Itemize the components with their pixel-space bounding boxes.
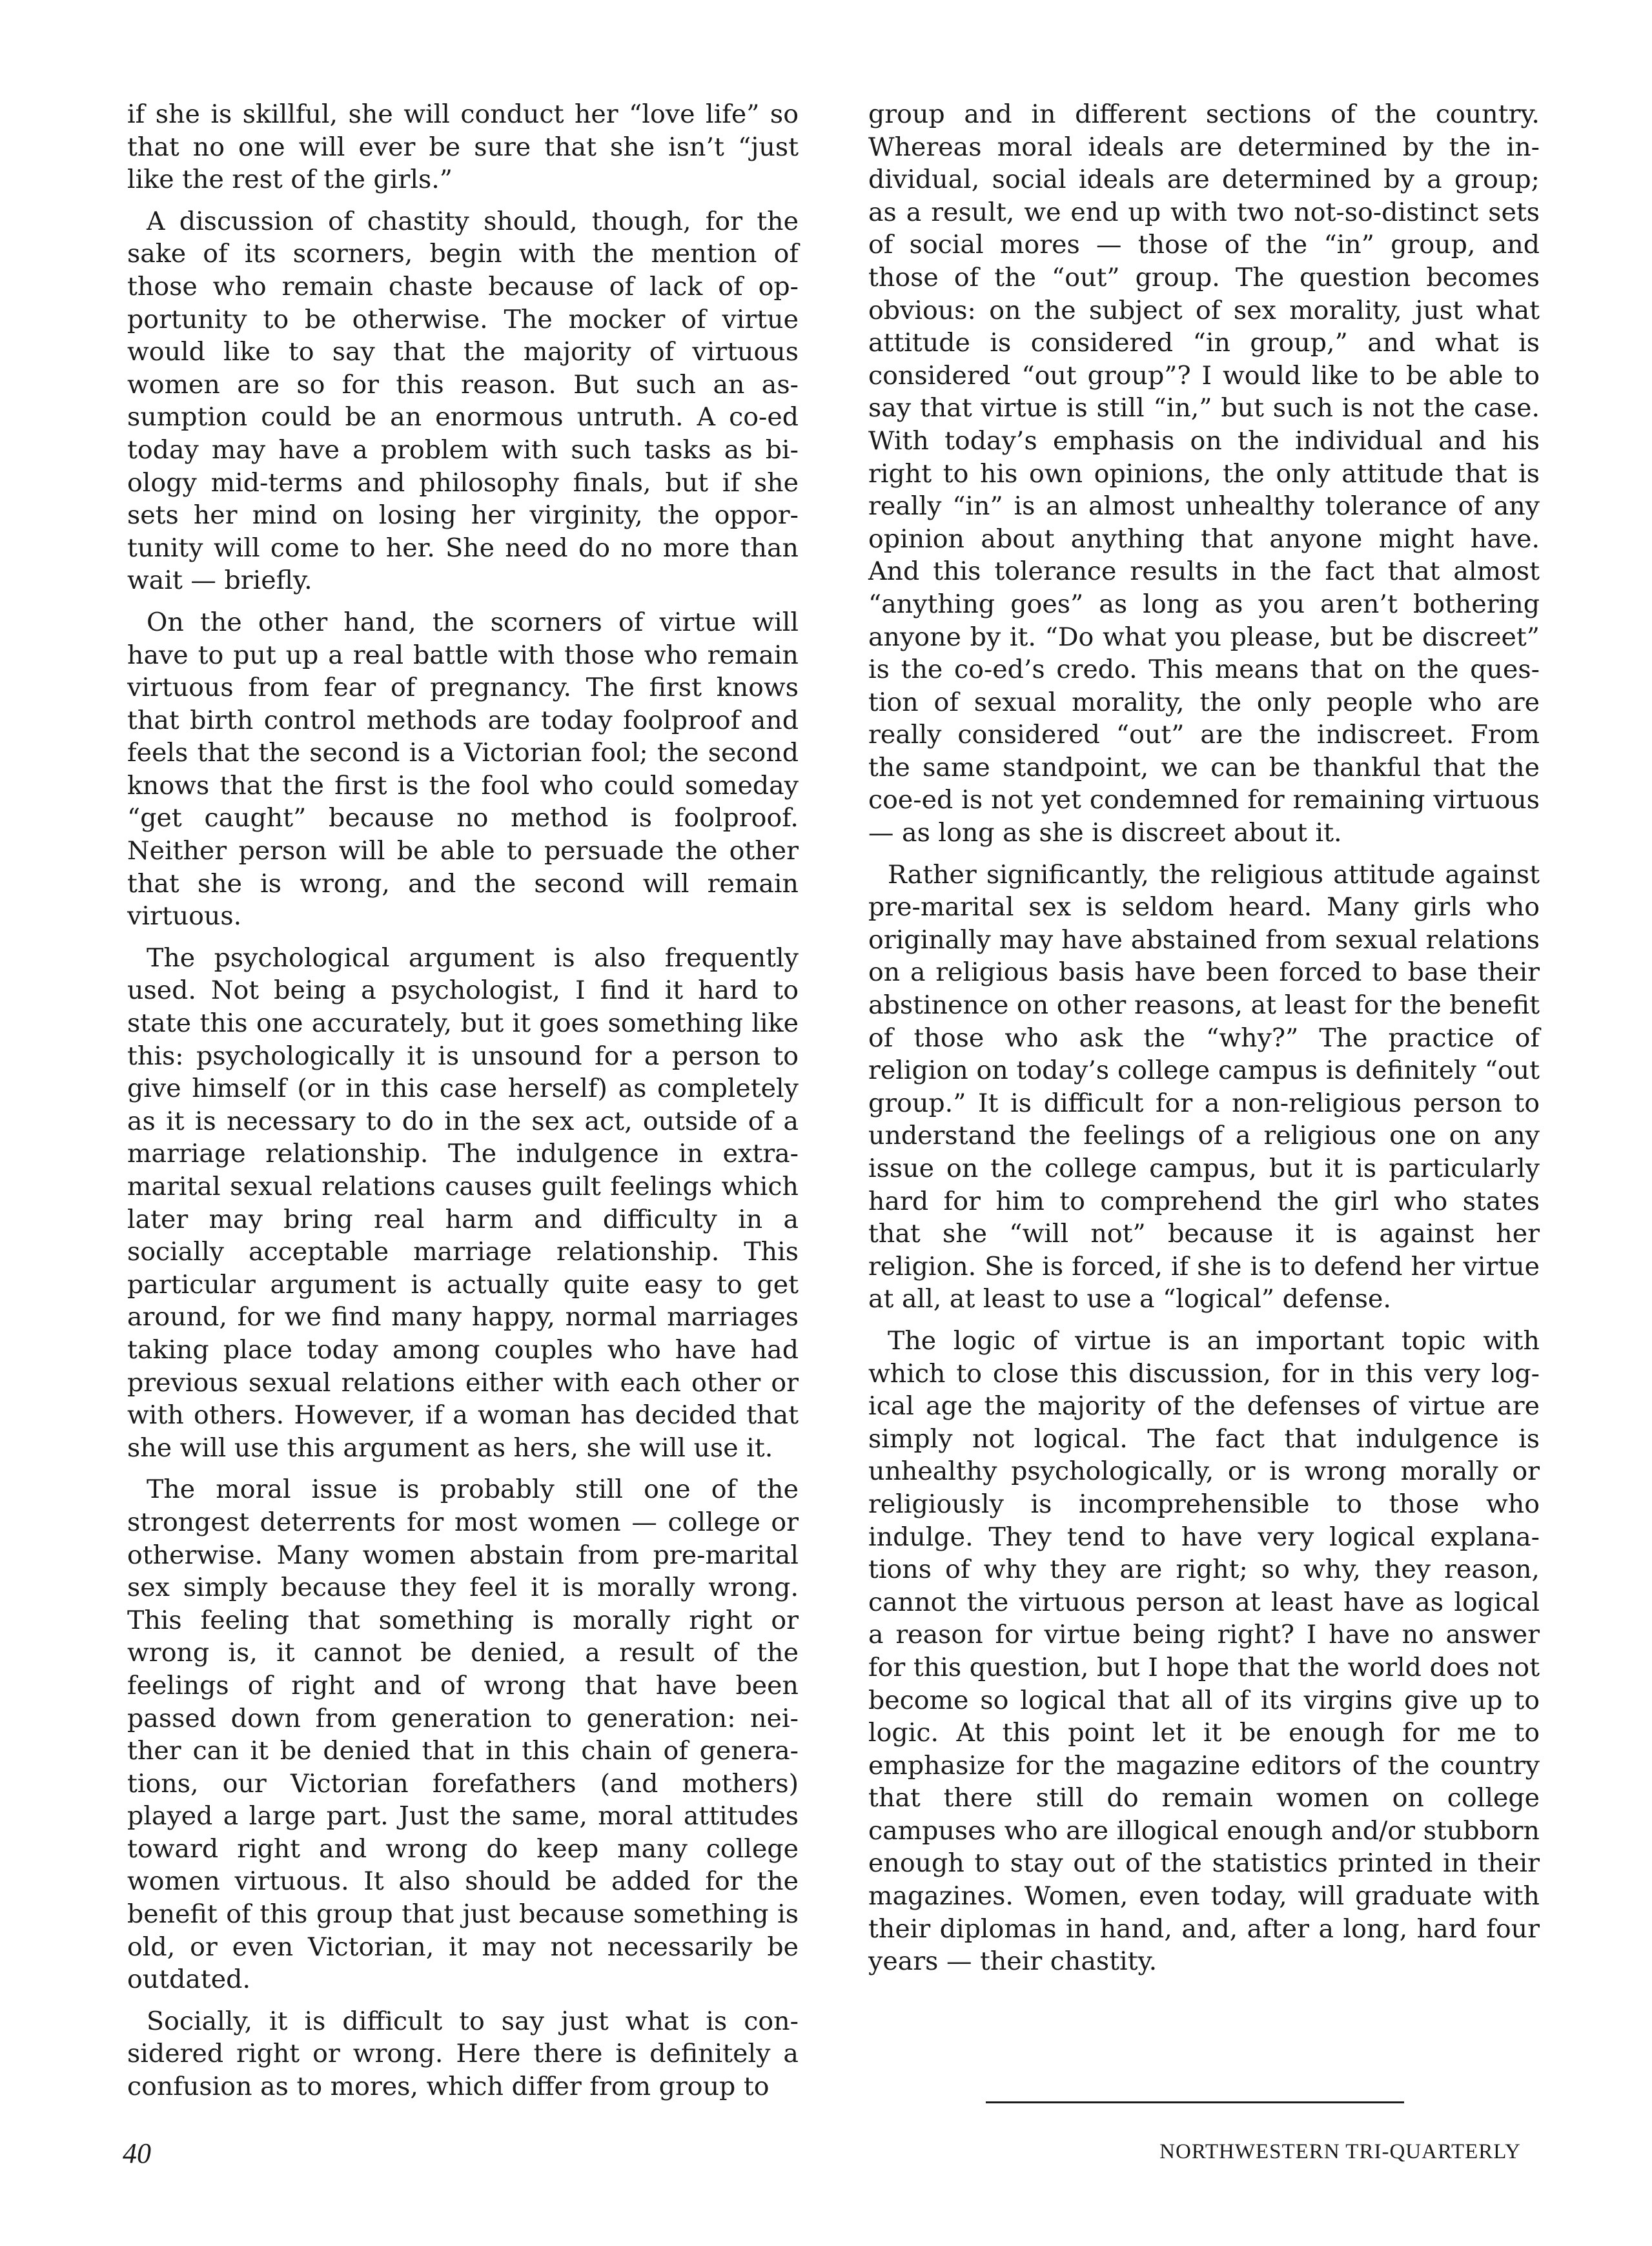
- article-end-rule: [986, 2101, 1404, 2103]
- left-paragraph-5: The moral issue is probably still one of the strongest deterrents for most women — college or otherwise. Many women abstain from pre-marital sex simply because they feel it is morally wrong. This feeling that something is morally right or wrong is, it cannot be denied, a result of the feelings of right and of wrong that have been passed down from generation to generation: neither can it be denied that in this chain of generations, our Victorian forefathers (and mothers) played a large part. Just the same, moral attitudes toward right and wrong do keep many college women virtuous. It also should be added for the benefit of this group that just because something is old, or even Victorian, it may not necessarily be outdated.: [127, 1475, 799, 1995]
- right-paragraph-3: The logic of virtue is an important topic with which to close this discussion, for in this very logical age the majority of the defenses of virtue are simply not logical. The fact that indulgence is unhealthy psychologically, or is wrong morally or religiously is incomprehensible to those who indulge. They tend to have very logical explanations of why they are right; so why, they reason, cannot the virtuous person at least have as logical a reason for virtue being right? I have no answer for this question, but I hope that the world does not become so logical that all of its virgins give up to logic. At this point let it be enough for me to emphasize for the magazine editors of the country that there still do remain women on college campuses who are illogical enough and/or stubborn enough to stay out of the statistics printed in their magazines. Women, even today, will graduate with their diplomas in hand, and, after a long, hard four years — their chastity.: [868, 1325, 1540, 1977]
- left-paragraph-1: if she is skillful, she will conduct her “love life” so that no one will ever be sure that she isn’t “just like the rest of the girls.”: [127, 99, 799, 195]
- left-paragraph-2: A discussion of chastity should, though, for the sake of its scorners, begin with the mention of those who remain chaste because of lack of opportunity to be otherwise. The mocker of virtue would like to say that the majority of virtuous women are so for this reason. But such an assumption could be an enormous untruth. A co-ed today may have a problem with such tasks as biology mid-terms and philosophy finals, but if she sets her mind on losing her virginity, the opportunity will come to her. She need do no more than wait — briefly.: [127, 206, 799, 596]
- right-paragraph-1: group and in different sections of the country. Whereas moral ideals are determined by the individual, social ideals are determined by a group; as a result, we end up with two not-so-distinct sets of social mores — those of the “in” group, and those of the “out” group. The question becomes obvious: on the subject of sex morality, just what attitude is considered “in group,” and what is considered “out group”? I would like to be able to say that virtue is still “in,” but such is not the case. With today’s emphasis on the individual and his right to his own opinions, the only attitude that is really “in” is an almost unhealthy tolerance of any opinion about anything that anyone might have. And this tolerance results in the fact that almost “anything goes” as long as you aren’t bothering anyone by it. “Do what you please, but be discreet” is the co-ed’s credo. This means that on the question of sexual morality, the only people who are really considered “out” are the indiscreet. From the same standpoint, we can be thankful that the coe-ed is not yet condemned for remaining virtuous — as long as she is discreet about it.: [868, 99, 1540, 848]
- left-paragraph-4: The psychological argument is also frequently used. Not being a psychologist, I find it hard to state this one accurately, but it goes something like this: psychologically it is unsound for a person to give himself (or in this case herself) as completely as it is necessary to do in the sex act, outside of a marriage relationship. The indulgence in extra-marital sexual relations causes guilt feelings which later may bring real harm and difficulty in a socially acceptable marriage relationship. This particular argument is actually quite easy to get around, for we find many happy, normal marriages taking place today among couples who have had previous sexual relations either with each other or with others. However, if a woman has decided that she will use this argument as hers, she will use it.: [127, 943, 799, 1463]
- publication-footer: NORTHWESTERN TRI-QUARTERLY: [1159, 2140, 1521, 2163]
- left-paragraph-3: On the other hand, the scorners of virtue will have to put up a real battle with those who remain virtuous from fear of pregnancy. The first knows that birth control methods are today foolproof and feels that the second is a Victorian fool; the second knows that the first is the fool who could someday “get caught” because no method is foolproof. Neither person will be able to persuade the other that she is wrong, and the second will remain virtuous.: [127, 607, 799, 932]
- left-paragraph-6: Socially, it is difficult to say just what is considered right or wrong. Here there is definitely a confusion as to mores, which differ from group to: [127, 2006, 799, 2102]
- right-text-column: [868, 98, 1540, 1987]
- page-number: 40: [123, 2138, 151, 2169]
- left-text-column: [127, 98, 799, 2112]
- right-paragraph-2: Rather significantly, the religious attitude against pre-marital sex is seldom heard. Many girls who originally may have abstained from sexual relations on a religious basis have been forced to base their abstinence on other reasons, at least for the benefit of those who ask the “why?” The practice of religion on today’s college campus is definitely “out group.” It is difficult for a non-religious person to understand the feelings of a religious one on any issue on the college campus, but it is particularly hard for him to comprehend the girl who states that she “will not” because it is against her religion. She is forced, if she is to defend her virtue at all, at least to use a “logical” defense.: [868, 859, 1540, 1314]
